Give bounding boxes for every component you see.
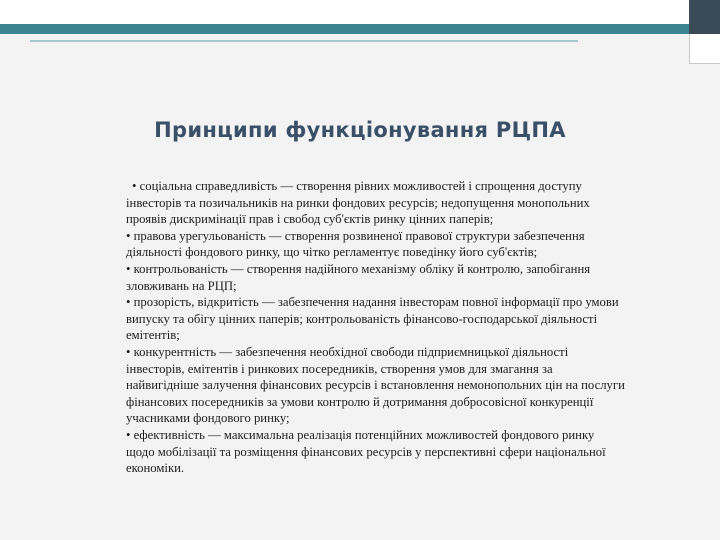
header-accent-bar <box>0 24 689 34</box>
body-line: інвесторів, емітентів і ринкових посередників, створення умов для змагання за <box>126 361 553 376</box>
body-line: • прозорість, відкритість — забезпечення надання інвесторам повної інформації про умови <box>126 295 619 310</box>
body-line: учасниками фондового ринку; <box>126 411 290 426</box>
body-line: випуску та обігу цінних паперів; контрольованість фінансово-господарської діяльності <box>126 311 598 326</box>
body-line: проявів дискримінації прав і свобод суб'єктів ринку цінних паперів; <box>126 212 494 227</box>
body-line: діяльності фондового ринку, що чітко регламентує поведінку його суб'єктів; <box>126 245 538 260</box>
corner-box <box>689 34 720 64</box>
body-line: • правова урегульованість — створення розвиненої правової структури забезпечення <box>126 228 585 243</box>
body-line: економіки. <box>126 461 185 476</box>
header-divider-line <box>30 40 578 42</box>
body-line: емітентів; <box>126 328 180 343</box>
header-corner-block <box>689 0 720 34</box>
slide-body <box>126 178 711 477</box>
body-line: • ефективність — максимальна реалізація потенційних можливостей фондового ринку <box>126 427 595 442</box>
body-line: • контрольованість — створення надійного механізму обліку й контролю, запобігання <box>126 261 591 276</box>
body-line: • конкурентність — забезпечення необхідної свободи підприємницької діяльності <box>126 344 569 359</box>
body-line: зловживань на РЦП; <box>126 278 237 293</box>
body-line: найвигідніше залучення фінансових ресурсів і встановлення немонопольних цін на послуги <box>126 378 625 393</box>
body-line: фінансових посередників за умови контролю й дотримання добросовісної конкуренції <box>126 394 594 409</box>
body-line: щодо мобілізації та розміщення фінансових ресурсів у перспективні сфери національної <box>126 444 606 459</box>
body-line: • соціальна справедливість — створення рівних можливостей і спрощення доступу <box>132 179 582 193</box>
slide-title: Принципи функціонування РЦПА <box>154 118 566 142</box>
body-line: інвесторів та позичальників на ринки фондових ресурсів; недопущення монопольних <box>126 195 590 210</box>
top-band <box>0 0 720 24</box>
